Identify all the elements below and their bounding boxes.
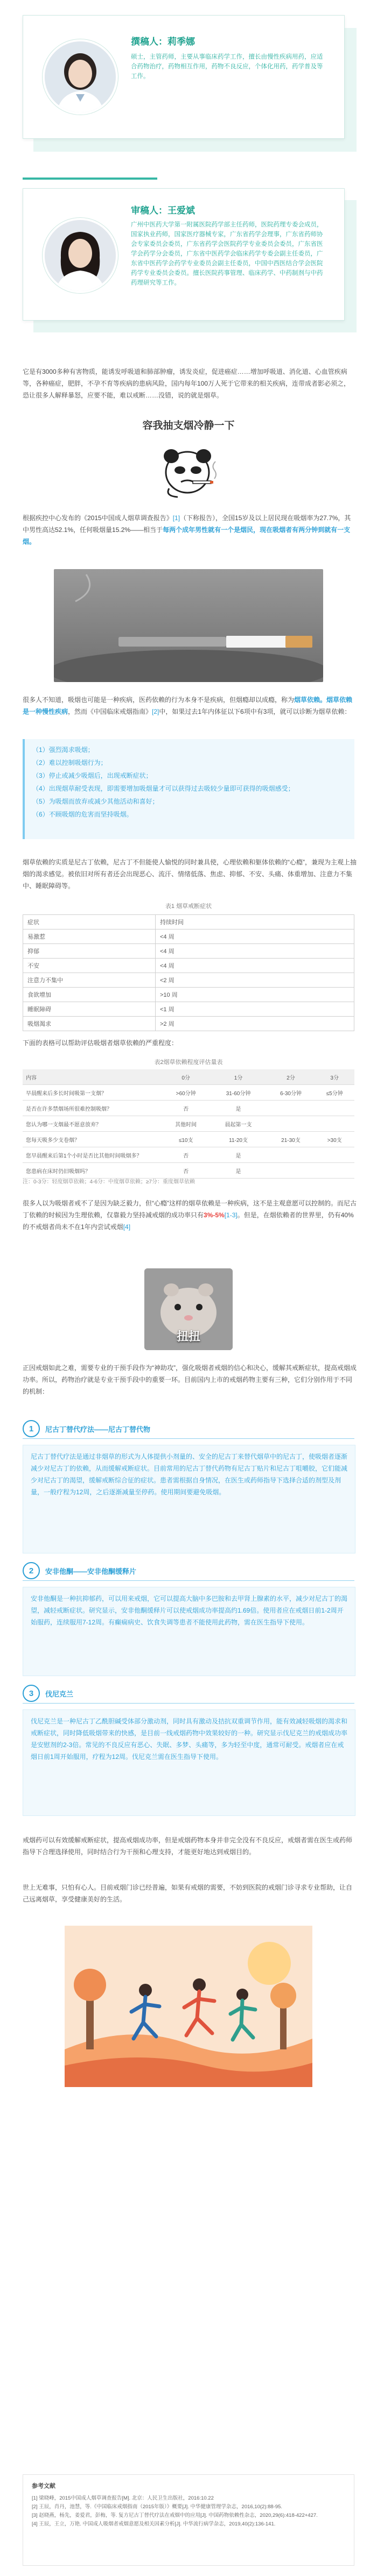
author-bio: 广州中医药大学第一附属医院药学部主任药师，医院药理专委会成员，国家执业药师，国家医疗器械专家，广东省药学会理事，广东省药师协会专家委员会委员，广东省药学会医院药学专业委员会委员，广东省医学会药学分会委员，广东省中医药学会临床药学专委会副主任委员，广东省中医药学会药学专业委员会副主任委员，中国中西医结合学会医院药学专业委员会委员。擅长医院药事管理、临床药学、中药制剂与中药药理研究等工作。	[131, 222, 323, 286]
para1-highlight: 每两个成年男性就有一个是烟民，现在吸烟者有两分钟到就有一支烟。	[23, 526, 351, 545]
table-cell	[267, 1116, 315, 1132]
section-1-box	[23, 1445, 355, 1553]
table-cell: 是否在许多禁烟场所很难控制吸烟？	[23, 1101, 162, 1116]
table-row	[23, 1116, 354, 1132]
table-cell: <1 周	[156, 1002, 354, 1017]
table-row	[23, 959, 354, 973]
author-photo-2-icon	[45, 220, 116, 291]
hamster-gif	[144, 1268, 233, 1350]
table-row	[23, 988, 354, 1002]
list-item: （1）强烈渴求吸烟；	[32, 746, 94, 754]
table-cell: 食欲增加	[23, 988, 156, 1002]
section-2-heading	[23, 1562, 136, 1579]
table-header-cell: 2分	[267, 1069, 315, 1085]
para6-text: 但是，在烟依赖者的世界里，仍有40%的不戒烟者尚未不在1年内尝试戒烟	[23, 1211, 354, 1231]
assessment-intro: 下面的表格可以帮助评估吸烟者烟草依赖的严重程度：	[23, 1039, 178, 1047]
divider	[23, 1580, 354, 1581]
para5-text-a: 很多人以为吸烟者戒不了是因为缺乏毅力，但“心瘾”这样的烟草依赖是一种疾病，这不是主观意愿可以控制的。而尼古丁依赖的时候因为生理依赖，仅靠毅力坚持减戒烟的成功率只有	[23, 1200, 357, 1219]
references-box	[23, 2474, 354, 2566]
table2-note: 注：0-3分：轻度烟草依赖；4-6分：中度烟草依赖；≥7分：重度烟草依赖	[23, 1179, 195, 1185]
table-header-row	[23, 915, 354, 929]
section-body: 尼古丁替代疗法是通过非烟草的形式为人体提供小剂量的、安全的尼古丁来替代烟草中的尼古丁，使吸烟者逐渐减少对尼古丁的依赖，从而缓解戒断症状。目前常用的尼古丁替代药物有尼古丁贴片和尼古丁咀嚼胶，它们能减少对尼古丁的渴望，缓解戒断综合征的症状。患者需根据自身情况，在医生或药师指导下选择合适的剂型及剂量，一般疗程为12周，之后逐渐减量至停药。使用期间要避免吸烟。	[31, 1453, 348, 1496]
references-title: 参考文献	[32, 2483, 55, 2489]
author-role-label: 撰稿人：	[131, 37, 167, 47]
table-cell	[315, 1101, 354, 1116]
reference-item: [1] 梁晓峰，2015中国成人烟草调查报告[M]. 北京：人民卫生出版社，2016:10.22	[32, 2495, 214, 2501]
section-1-heading	[23, 1420, 150, 1437]
section-title: 安非他酮——安非他酮缓释片	[45, 1567, 137, 1576]
table-cell: 不安	[23, 959, 156, 973]
para2-text-b: ，然而《中国临床戒烟指南》	[68, 708, 152, 715]
table-cell	[267, 1163, 315, 1179]
table-cell: 抑郁	[23, 944, 156, 959]
table-header-row	[23, 1069, 354, 1085]
author-bio: 硕士，主管药师，主要从事临床药学工作，擅长由慢性疾病用药，应适合药物治疗，药物相互作用，药物不良反应，个体化用药，药学普及等工作。	[131, 54, 323, 80]
section-3-heading	[23, 1685, 73, 1702]
section-number: 2	[23, 1562, 40, 1579]
gif-caption: 扭扭	[176, 1330, 200, 1343]
table-cell: 11-20支	[210, 1132, 267, 1147]
list-item: （2）难以控制吸烟行为；	[32, 759, 107, 767]
section-2-box	[23, 1587, 355, 1676]
table-cell: 31-60分钟	[210, 1085, 267, 1101]
section-body: 安非他酮是一种抗抑郁药，可以用来戒烟，它可以提高大脑中多巴胺和去甲肾上腺素的水平，减少对尼古丁的渴望，减轻戒断症状。研究显示，安非他酮缓释片可以使戒烟成功率提高约1.69倍。使用者应在戒烟日前1-2周开始服药，连续服用7-12周。有癫痫病史、饮食失调等患者不能使用此药物，需在医生指导下使用。	[31, 1595, 348, 1626]
citation[interactable]: [1-3]	[224, 1211, 238, 1219]
table-cell: 吸烟渴求	[23, 1017, 156, 1031]
table-cell: 睡眠障碍	[23, 1002, 156, 1017]
author-card-2	[23, 188, 345, 321]
table-cell: 6-30分钟	[267, 1085, 315, 1101]
author-photo-1-icon	[45, 41, 116, 112]
table-row	[23, 1132, 354, 1147]
table-cell: <4 周	[156, 959, 354, 973]
author-name: 莉季娜	[167, 37, 195, 47]
table-row	[23, 1085, 354, 1101]
dependence-scale-table	[23, 1069, 354, 1179]
section-body: 伐尼克兰是一种尼古丁乙酰胆碱受体部分激动剂，同时具有激动及拮抗双重调节作用，能有效减轻吸烟的渴求和戒断症状，同时降低吸烟带来的快感，是目前一线戒烟药物中效果较好的一种。研究显示伐尼克兰的戒烟成功率是安慰剂的2-3倍。常见的不良反应有恶心、失眠、多梦、头痛等，多为轻至中度，通常可耐受。戒烟者应在戒烟日前1周开始服用，疗程为12周。伐尼克兰需在医生指导下使用。	[31, 1718, 348, 1761]
willpower-paragraph	[23, 1197, 357, 1233]
table-row	[23, 929, 354, 944]
intro-paragraph: 它是有3000多种有害物质，能诱发呼吸道和肺部肿瘤，诱发炎症，促进癌症……增加呼吸道、消化道、心血管疾病等，各种癌症，肥胖，不孕不育等疾病的患病风险，国内每年100万人死于它带来的相关疾病，连带成者影必须之，恐让很多人解释暴怒，应要不能，难以戒断……没错，说的就是烟草。	[23, 368, 351, 399]
healthy-runners-icon	[65, 1926, 312, 2087]
table-row	[23, 1147, 354, 1163]
divider	[23, 1703, 354, 1704]
list-item: （5）为吸烟而放弃或减少其他活动和喜好；	[32, 798, 159, 805]
table-cell: 您患病在床时仍旧吸烟吗？	[23, 1163, 162, 1179]
table-cell	[267, 1101, 315, 1116]
table2-caption: 表2烟草依赖程度评估量表	[154, 1059, 223, 1066]
table-cell: <2 周	[156, 973, 354, 988]
table-cell: 否	[162, 1101, 210, 1116]
table-header-cell: 持续时间	[156, 915, 354, 929]
table-cell	[267, 1147, 315, 1163]
reference-item: [3] 赵晓燕，杨先，姜爱君，彭梅，等. 复方尼古丁替代疗法在戒烟中的应用[J]. 中国药物依赖性杂志，2020,29(6):418-422+427.	[32, 2513, 318, 2518]
medication-intro: 正因戒烟如此之难，需要专业的干预手段作为“神助攻”，强化吸烟者戒烟的信心和决心，缓解其戒断症状，提高戒烟成功率。所以，药物治疗就是专业干预手段中的重要一环。目前国内上市的戒烟药物主要有三种，它们分别作用于不同的机制：	[23, 1364, 357, 1395]
section-title: 伐尼克兰	[45, 1690, 74, 1698]
withdrawal-table	[23, 914, 354, 1031]
meme-title: 容我抽支烟冷静一下	[142, 420, 235, 431]
withdrawal-paragraph: 烟草依赖的实质是尼古丁依赖，尼古丁不但能使人愉悦的同时兼具使，心理依赖和躯体依赖的“心瘾”，兼现为主观上抽烟的渴求感觉。被依旧对所有者还会出现恶心、流汗、情绪低落、焦虑、抑郁、不安、头痛、体重增加、注意力不集中、睡眠障碍等。	[23, 858, 357, 890]
caution-paragraph: 戒烟药可以有效缓解戒断症状，提高戒烟成功率，但是戒烟药物本身并非完全没有不良反应，戒烟者需在医生或药师指导下合理选择使用，同时结合行为干预和心理支持，才能更好地达到戒烟目的。	[23, 1836, 353, 1856]
list-item: （6）不顾吸烟的危害而坚持吸烟。	[32, 811, 133, 818]
table-cell: 其他时间	[162, 1116, 210, 1132]
list-item: （4）出现烟草耐受表现，即需要增加吸烟量才可以获得过去吸较少量即可获得的吸烟感受；	[32, 785, 295, 792]
table-cell: 早晨醒来后多长时间吸第一支烟？	[23, 1085, 162, 1101]
table-row	[23, 944, 354, 959]
table-cell: ≤5分钟	[315, 1085, 354, 1101]
table-row	[23, 1002, 354, 1017]
table-row	[23, 1101, 354, 1116]
table-cell	[315, 1163, 354, 1179]
table-cell: 晨起第一支	[210, 1116, 267, 1132]
table-cell: 易激惹	[23, 929, 156, 944]
dependence-paragraph	[23, 694, 357, 718]
table-cell: 21-30支	[267, 1132, 315, 1147]
table-cell: <4 周	[156, 929, 354, 944]
table-header-cell: 0分	[162, 1069, 210, 1085]
reference-item: [2] 王辰，肖丹，池慧，等.《中国临床戒烟指南（2015年版）》概要[J]. 中华健康管理学杂志，2016,10(2):88-95.	[32, 2504, 283, 2510]
table-header-cell: 内容	[23, 1069, 162, 1085]
table-cell: 注意力不集中	[23, 973, 156, 988]
cigarette-photo	[54, 569, 323, 682]
table-cell: 是	[210, 1163, 267, 1179]
author-card-1	[23, 15, 345, 139]
panda-smoking-icon	[154, 437, 224, 501]
table-cell: 您早晨醒来后第1个小时是否比其他时间吸烟多？	[23, 1147, 162, 1163]
section-3-box	[23, 1709, 355, 1816]
para1-text-a: 根据疾控中心发布的《2015中国成人烟草调查报告》	[23, 514, 173, 522]
table-cell: >30支	[315, 1132, 354, 1147]
reference-item: [4] 王辰，王立，万艳. 中国成人吸烟者戒烟意愿及相关因素分析[J]. 中华流行病学杂志，2019,40(2):136-141.	[32, 2521, 276, 2527]
citation[interactable]: [4]	[123, 1223, 131, 1231]
list-item: （3）停止或减少吸烟后，出现戒断症状；	[32, 772, 152, 779]
section-title: 尼古丁替代疗法——尼古丁替代物	[45, 1425, 151, 1434]
table-cell: <4 周	[156, 944, 354, 959]
criteria-list	[23, 739, 354, 839]
table-header-cell: 3分	[315, 1069, 354, 1085]
table-cell: >60分钟	[162, 1085, 210, 1101]
citation[interactable]: [2]	[152, 708, 159, 715]
citation[interactable]: [1]	[172, 514, 180, 522]
table-row	[23, 1163, 354, 1179]
table-row	[23, 973, 354, 988]
table-header-cell: 1分	[210, 1069, 267, 1085]
table-cell: >10 周	[156, 988, 354, 1002]
table-cell: >2 周	[156, 1017, 354, 1031]
para2-text-a: 很多人不知道，吸烟也可能是一种疾病，医药依赖的行为本身不是疾病，但烟瘾却以成瘾，称为	[23, 696, 295, 704]
table-cell: ≤10支	[162, 1132, 210, 1147]
table-row	[23, 1017, 354, 1031]
table1-caption: 表1 烟草戒断症状	[165, 903, 212, 910]
para2-text-c: 中，如果过去1年内体征以下6项中有3项，就可以诊断为烟草依赖：	[159, 708, 351, 715]
para2-highlight: 烟草依赖。烟草依赖是一种慢性疾病	[23, 696, 353, 715]
stats-paragraph	[23, 512, 357, 548]
author-name: 王爱斌	[167, 205, 195, 216]
author-role-label: 审稿人：	[131, 205, 167, 216]
table-cell	[315, 1147, 354, 1163]
table-cell: 是	[210, 1101, 267, 1116]
running-illustration	[65, 1926, 312, 2087]
table-cell: 否	[162, 1163, 210, 1179]
cigarette-ash-icon	[54, 569, 323, 682]
para1-text-b: （下称报告），全国15岁及以上居民现在吸烟率为27.7%，其中男性高达52.1%，任何吸烟量15.2%——相当于	[23, 514, 351, 534]
table-cell: 是	[210, 1147, 267, 1163]
table-cell: 否	[162, 1147, 210, 1163]
para5-highlight: 3%-5%	[204, 1211, 225, 1219]
section-number: 3	[23, 1685, 40, 1702]
table-cell: 您认为哪一支烟最不愿意放弃？	[23, 1116, 162, 1132]
section-number: 1	[23, 1420, 40, 1437]
closing-paragraph: 世上无难事，只怕有心人。目前戒烟门诊已经普遍，如果有戒烟的需要，不妨到医院的戒烟门诊寻求专业帮助，让自己远离烟草，享受健康美好的生活。	[23, 1884, 353, 1903]
avatar	[43, 218, 118, 293]
table-cell: 您每天吸多少支卷烟？	[23, 1132, 162, 1147]
table-cell	[315, 1116, 354, 1132]
avatar	[43, 39, 118, 115]
divider-stripe	[23, 178, 157, 180]
divider	[23, 1438, 354, 1439]
table-header-cell: 症状	[23, 915, 156, 929]
para5-text-b: 。	[237, 1211, 244, 1219]
